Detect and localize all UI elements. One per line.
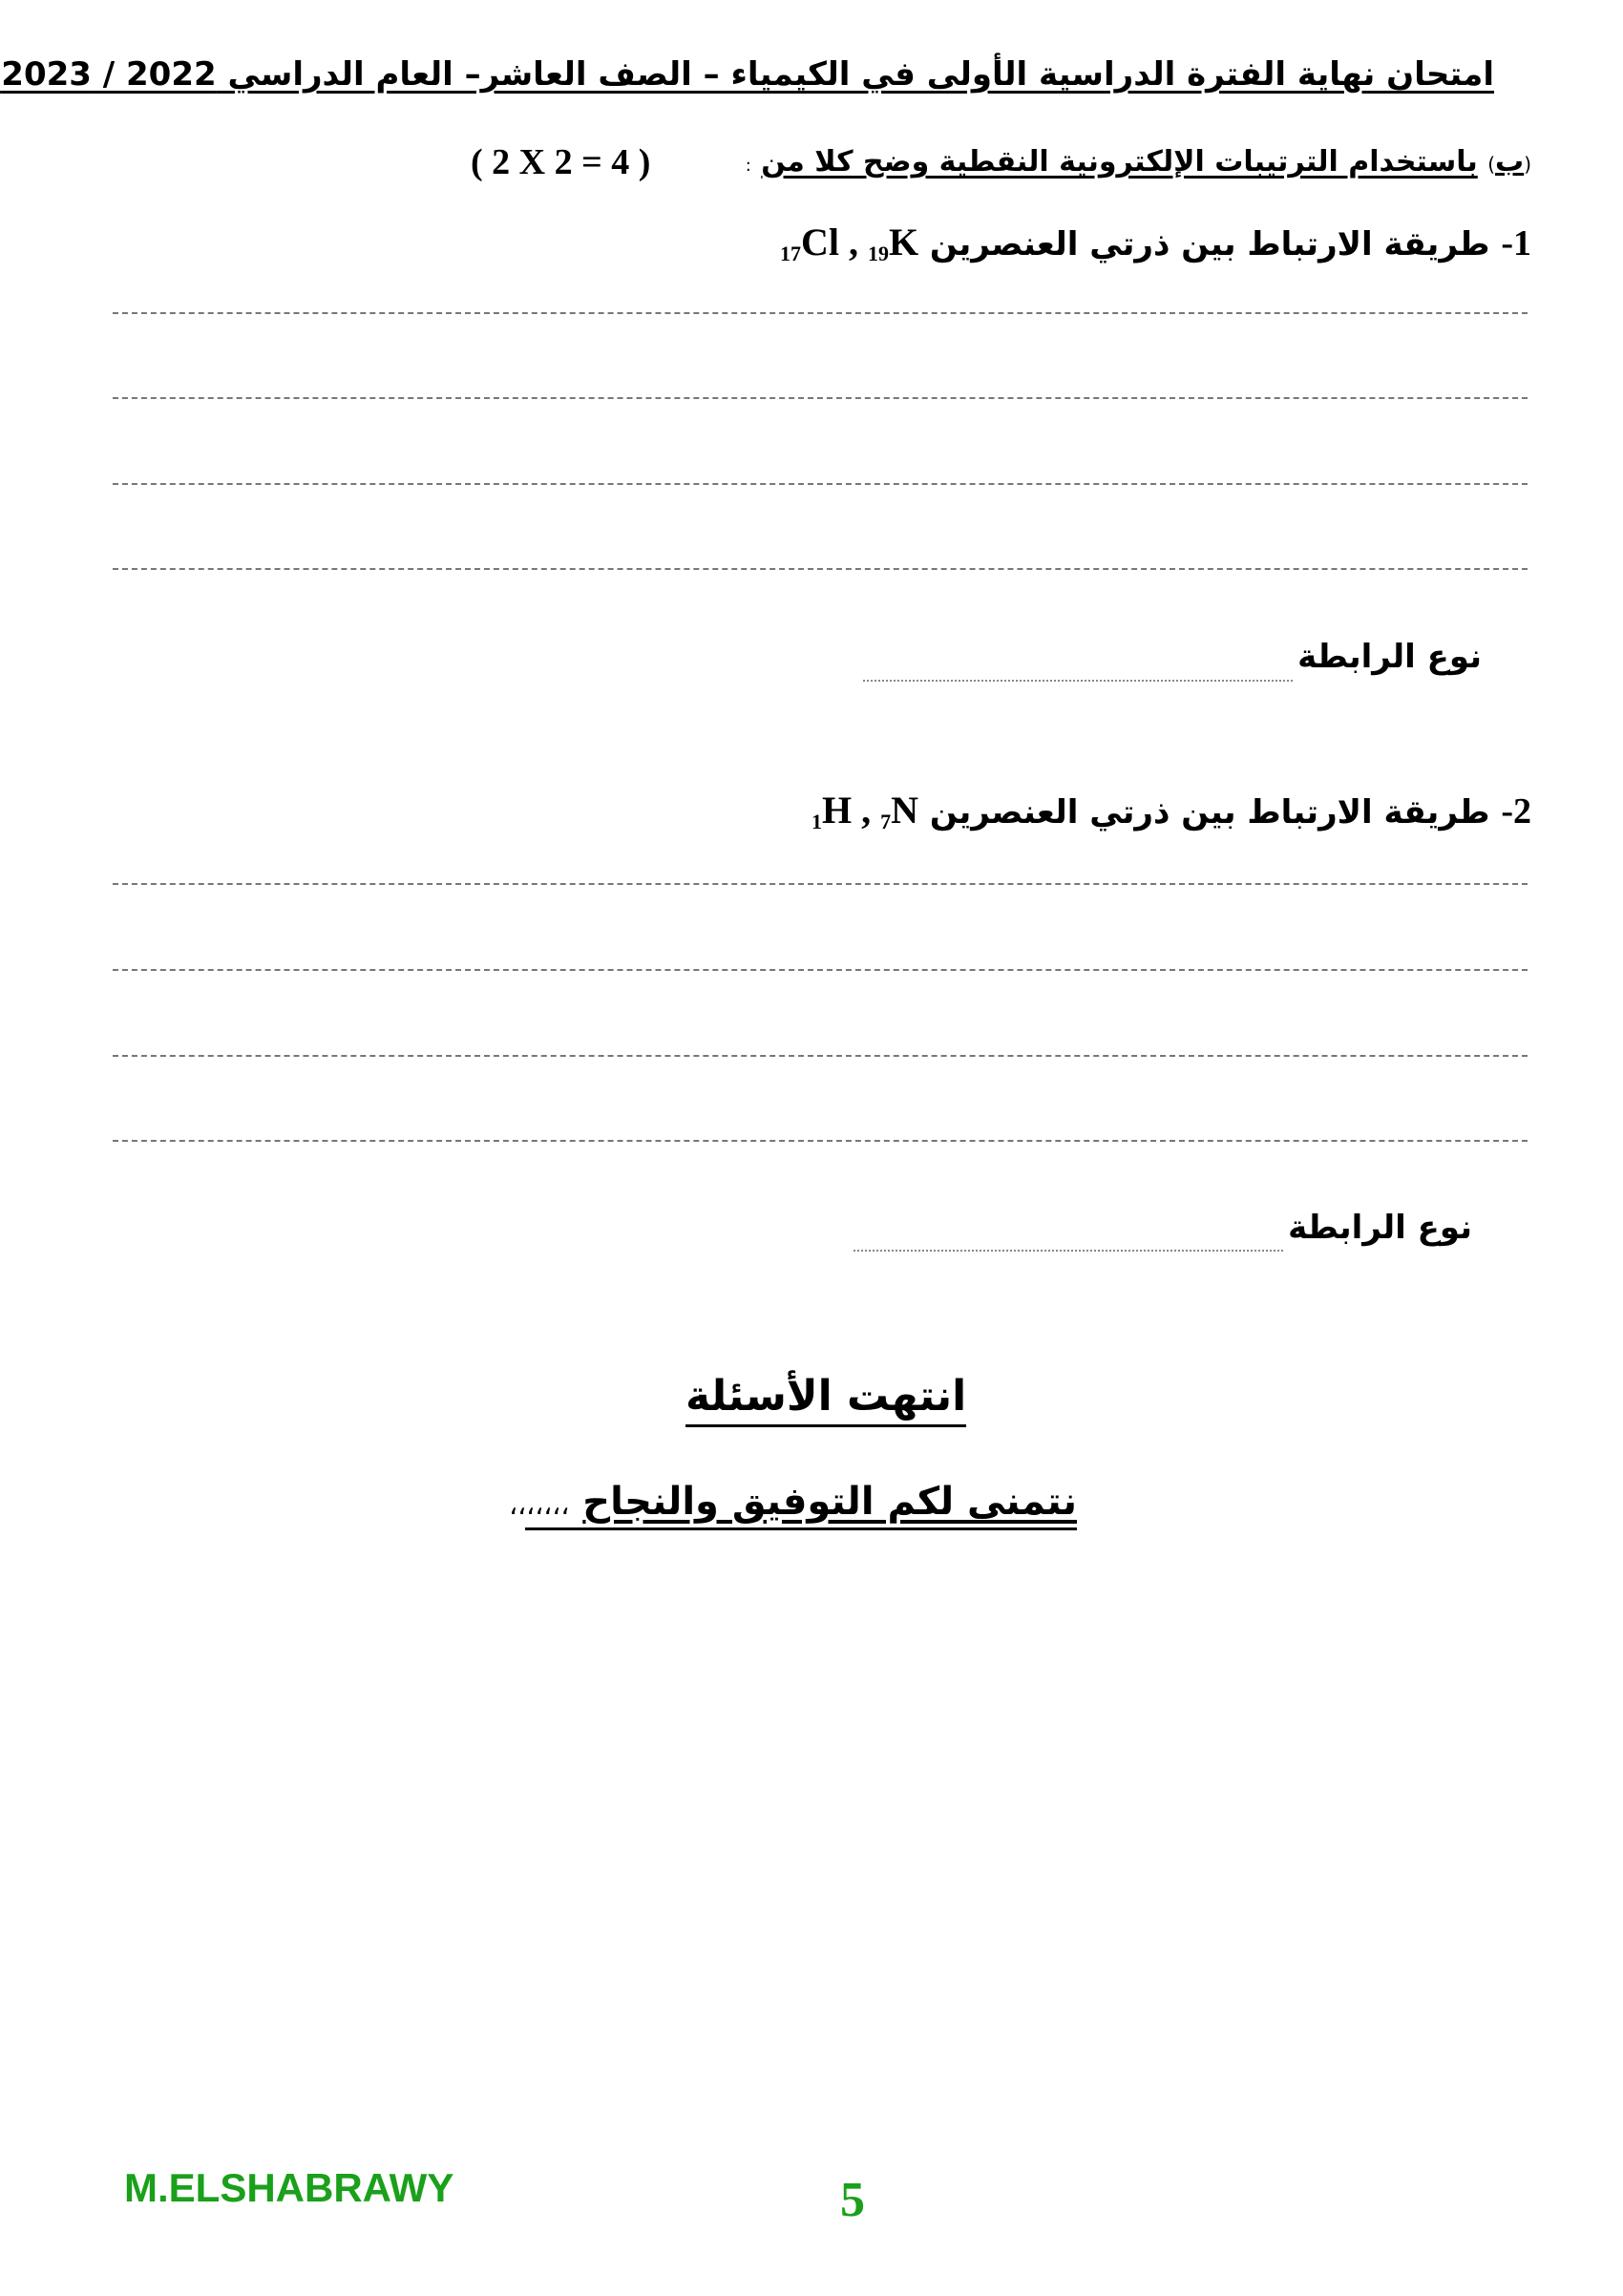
answer-line[interactable] bbox=[113, 483, 1528, 485]
author-name: M.ELSHABRAWY bbox=[124, 2165, 454, 2210]
section-b-letter: ب bbox=[1495, 145, 1525, 179]
end-of-questions-title: انتهت الأسئلة bbox=[685, 1372, 966, 1427]
question-2 bbox=[812, 788, 1531, 834]
question-text: طريقة الارتباط بين ذرتي العنصرين bbox=[929, 793, 1490, 832]
section-b-text: باستخدام الترتيبات الإلكترونية النقطية وضح كلا من bbox=[761, 145, 1478, 179]
answer-line[interactable] bbox=[113, 883, 1528, 885]
question-number: 1- bbox=[1501, 223, 1531, 263]
bond-type-label-2: نوع الرابطة bbox=[1288, 1209, 1472, 1247]
question-number: 2- bbox=[1501, 791, 1531, 832]
bond-type-answer-1[interactable] bbox=[863, 680, 1293, 682]
answer-line[interactable] bbox=[113, 312, 1528, 314]
answer-line[interactable] bbox=[113, 1140, 1528, 1142]
answer-line[interactable] bbox=[113, 397, 1528, 399]
bond-type-label-1: نوع الرابطة bbox=[1297, 638, 1482, 676]
answer-line[interactable] bbox=[113, 1055, 1528, 1057]
element-pair: $_1$H , $_7$N bbox=[812, 789, 919, 833]
answer-line[interactable] bbox=[113, 969, 1528, 971]
section-b-marks: ( 2 X 2 = 4 ) bbox=[471, 142, 651, 182]
question-text: طريقة الارتباط بين ذرتي العنصرين bbox=[929, 225, 1490, 263]
section-b-paren: ( bbox=[1524, 153, 1531, 176]
answer-line[interactable] bbox=[113, 568, 1528, 570]
question-1 bbox=[780, 220, 1531, 266]
exam-header-title: امتحان نهاية الفترة الدراسية الأولى في الكيمياء – الصف العاشر– العام الدراسي 2022 / 2023 bbox=[1, 55, 1494, 94]
element-pair: $_{17}$Cl , $_{19}$K bbox=[779, 221, 919, 265]
section-b-instruction: (ب) باستخدام الترتيبات الإلكترونية النقطية وضح كلا من : bbox=[745, 145, 1531, 179]
section-b-colon: : bbox=[745, 156, 751, 176]
page-number: 5 bbox=[840, 2173, 865, 2227]
good-luck-wish: نتمنى لكم التوفيق والنجاح ،،،،،،، bbox=[525, 1480, 1077, 1530]
bond-type-answer-2[interactable] bbox=[854, 1250, 1283, 1252]
